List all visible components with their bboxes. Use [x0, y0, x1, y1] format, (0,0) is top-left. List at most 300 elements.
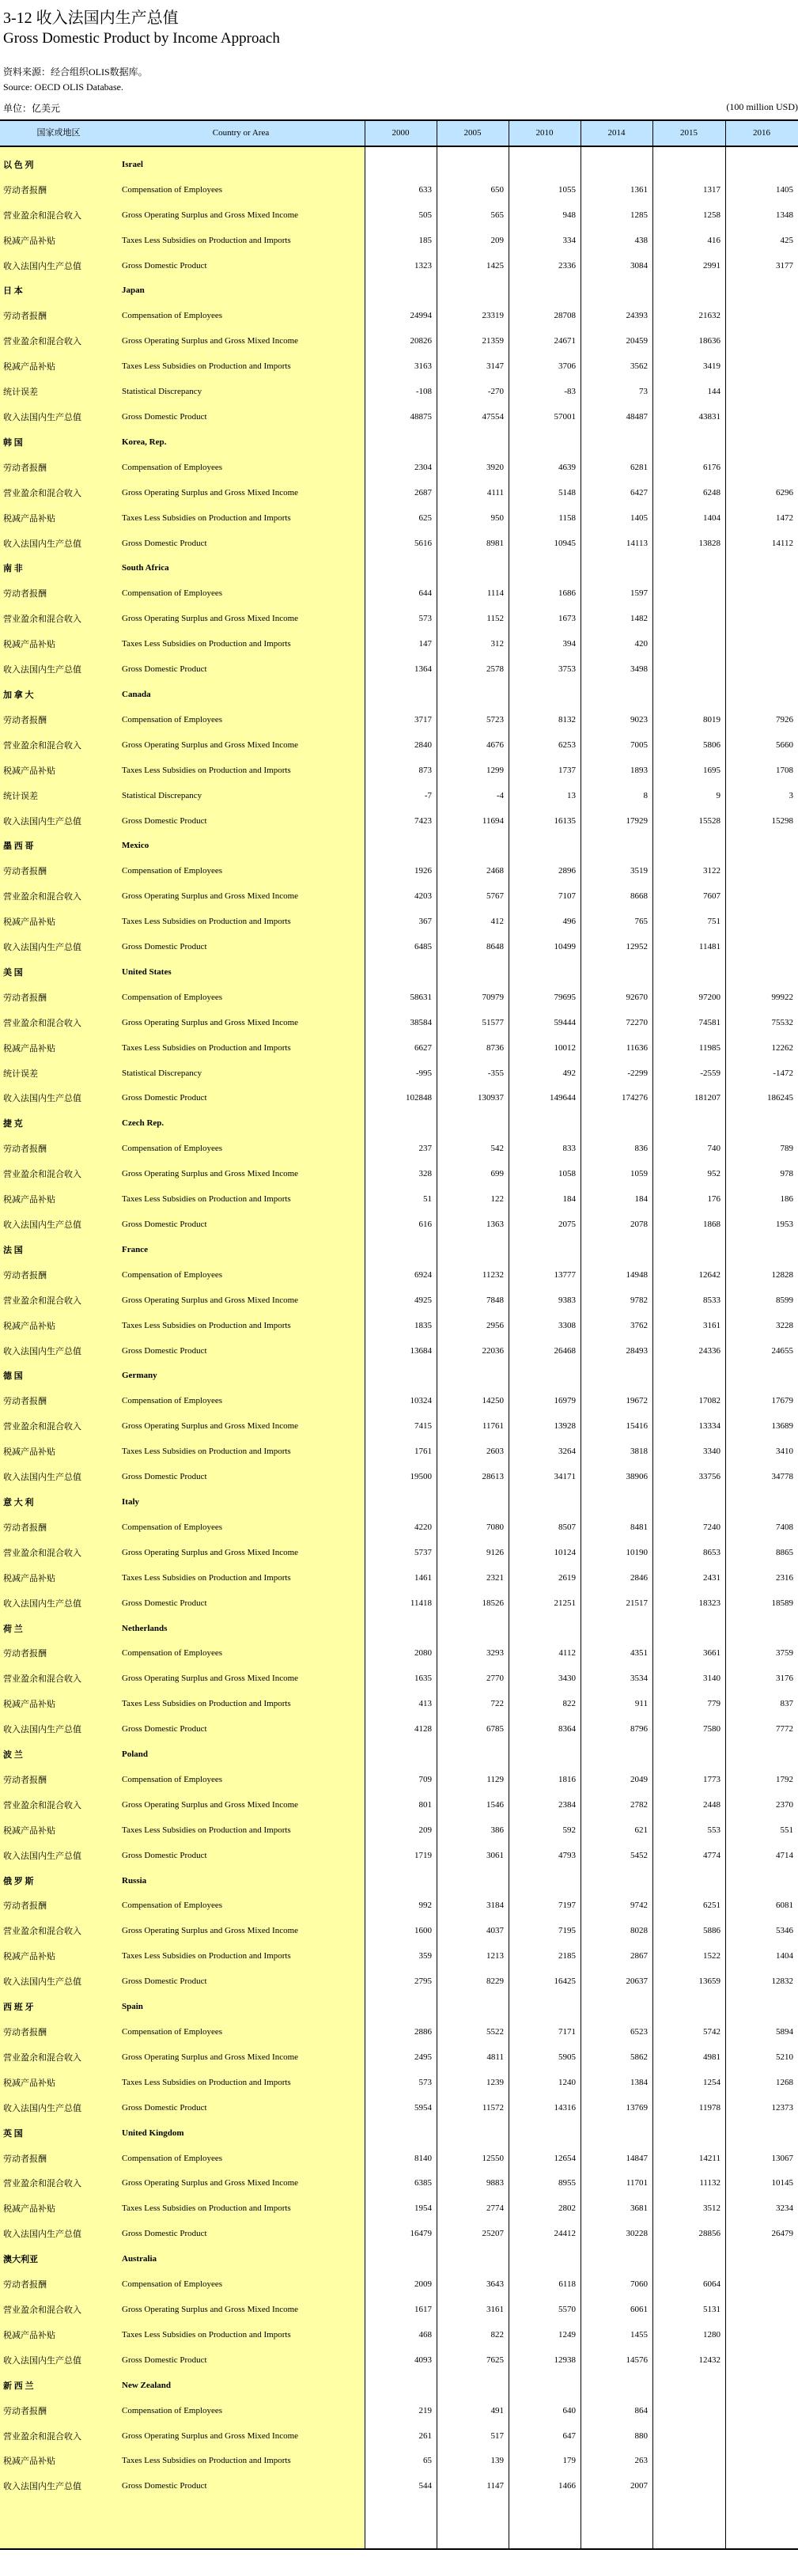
value-cell: 822	[490, 2329, 504, 2340]
value-cell: 7848	[486, 1295, 504, 1305]
value-cell: 24994	[410, 311, 432, 321]
value-cell: -2299	[627, 1068, 648, 1078]
value-cell	[652, 631, 725, 656]
value-cell: 3061	[486, 1850, 504, 1860]
table-row	[0, 808, 798, 834]
value-cell	[652, 581, 725, 606]
table-row	[0, 505, 798, 531]
value-cell: 3161	[703, 1320, 720, 1330]
country-name-en: United States	[122, 966, 172, 977]
indicator-label-cn: 统计误差	[3, 388, 38, 398]
value-cell	[725, 2297, 798, 2322]
value-cell: 699	[490, 1169, 504, 1179]
indicator-label-cn: 税减产品补贴	[3, 1825, 55, 1836]
table-row	[0, 758, 798, 783]
table-row	[0, 2019, 798, 2045]
indicator-label-en: Taxes Less Subsidies on Production and Imports	[122, 1825, 291, 1835]
indicator-label-en: Gross Operating Surplus and Gross Mixed Income	[122, 2178, 299, 2188]
value-cell: 505	[418, 210, 432, 220]
value-cell: 740	[707, 1144, 720, 1154]
value-cell: 6176	[703, 462, 720, 472]
indicator-label-en: Compensation of Employees	[122, 2405, 223, 2415]
value-cell: 1285	[630, 210, 648, 220]
indicator-label-cn: 税减产品补贴	[3, 2078, 55, 2088]
value-cell: 7625	[486, 2355, 504, 2365]
value-cell: 6061	[630, 2304, 648, 2314]
value-cell: 3759	[776, 1648, 793, 1659]
country-name-cn: 俄 罗 斯	[3, 1876, 34, 1886]
value-cell: 2782	[630, 1799, 648, 1810]
value-cell: 19500	[410, 1472, 432, 1482]
value-cell: 18589	[771, 1598, 793, 1608]
source-note-cn: 资料来源：经合组织OLIS数据库。	[3, 66, 148, 78]
value-cell: 5742	[703, 2027, 720, 2037]
value-cell	[725, 2473, 798, 2498]
indicator-label-cn: 税减产品补贴	[3, 1952, 55, 1962]
value-cell	[725, 581, 798, 606]
indicator-label-cn: 税减产品补贴	[3, 236, 55, 246]
indicator-label-cn: 税减产品补贴	[3, 2330, 55, 2340]
value-cell: 8019	[703, 714, 720, 724]
value-cell: 186245	[767, 1093, 793, 1103]
value-cell: 75532	[771, 1017, 793, 1027]
value-cell: 9126	[486, 1547, 504, 1557]
indicator-label-en: Gross Operating Surplus and Gross Mixed Income	[122, 1799, 299, 1810]
value-cell: 184	[634, 1194, 648, 1205]
indicator-label-en: Taxes Less Subsidies on Production and Imports	[122, 1699, 291, 1709]
value-cell: 9883	[486, 2178, 504, 2188]
value-cell: 644	[418, 588, 432, 599]
indicator-label-cn: 税减产品补贴	[3, 1447, 55, 1458]
value-cell: 14250	[482, 1396, 504, 1406]
value-cell: 65	[423, 2456, 432, 2466]
indicator-label-cn: 劳动者报酬	[3, 993, 47, 1003]
indicator-label-en: Compensation of Employees	[122, 2153, 223, 2163]
value-cell: 334	[562, 235, 576, 245]
table-row	[0, 656, 798, 682]
indicator-label-en: Taxes Less Subsidies on Production and Imports	[122, 1951, 291, 1961]
value-cell	[725, 328, 798, 354]
indicator-label-cn: 劳动者报酬	[3, 2406, 47, 2416]
value-cell: 6427	[630, 487, 648, 497]
table-row	[0, 2146, 798, 2171]
value-cell: 10190	[626, 1547, 648, 1557]
table-row	[0, 1767, 798, 1792]
value-cell: 2468	[486, 866, 504, 876]
value-cell: 5570	[558, 2304, 576, 2314]
value-cell: 2774	[486, 2203, 504, 2214]
table-row	[0, 1515, 798, 1540]
indicator-label-en: Gross Domestic Product	[122, 412, 207, 422]
value-cell: 11572	[482, 2102, 504, 2113]
value-cell: 3340	[703, 1447, 720, 1457]
value-cell: 181207	[694, 1093, 720, 1103]
value-cell: 2075	[558, 1220, 576, 1230]
value-cell: 4111	[486, 487, 504, 497]
value-cell: 1926	[414, 866, 432, 876]
value-cell: 3920	[486, 462, 504, 472]
header-region-cn: 国家或地区	[36, 128, 81, 138]
indicator-label-cn: 统计误差	[3, 1069, 38, 1079]
value-cell: 1364	[414, 664, 432, 675]
value-cell: 3184	[486, 1901, 504, 1911]
table-row	[0, 2347, 798, 2373]
value-cell: 2770	[486, 1674, 504, 1684]
value-cell	[725, 858, 798, 883]
country-heading-row	[0, 278, 798, 304]
value-cell: 184	[562, 1194, 576, 1205]
value-cell: 3661	[703, 1648, 720, 1659]
value-cell: -2559	[700, 1068, 720, 1078]
value-cell: 1708	[776, 765, 793, 775]
table-bottom-rule	[0, 2548, 798, 2550]
indicator-label-en: Gross Operating Surplus and Gross Mixed Income	[122, 1295, 299, 1305]
value-cell: 263	[634, 2456, 648, 2466]
value-cell: 1249	[558, 2329, 576, 2340]
table-row	[0, 1893, 798, 1919]
value-cell	[725, 606, 798, 631]
value-cell: 1299	[486, 765, 504, 775]
country-heading-row	[0, 556, 798, 581]
value-cell: 5723	[486, 714, 504, 724]
value-cell: 34778	[771, 1472, 793, 1482]
indicator-label-cn: 税减产品补贴	[3, 513, 55, 524]
value-cell: 28856	[698, 2229, 720, 2239]
indicator-label-cn: 收入法国内生产总值	[3, 2103, 81, 2113]
value-cell	[725, 2423, 798, 2449]
value-cell	[652, 2448, 725, 2473]
indicator-label-cn: 收入法国内生产总值	[3, 1220, 81, 1231]
value-cell: 102848	[406, 1093, 432, 1103]
value-cell: 79695	[554, 992, 576, 1002]
table-row	[0, 1540, 798, 1565]
value-cell: 2431	[703, 1572, 720, 1583]
value-cell: 11978	[698, 2102, 720, 2113]
value-cell: 11418	[410, 1598, 432, 1608]
country-name-en: South Africa	[122, 563, 169, 573]
value-cell: 1522	[703, 1951, 720, 1961]
indicator-label-cn: 劳动者报酬	[3, 2028, 47, 2038]
country-name-cn: 法 国	[3, 1245, 23, 1255]
table-row	[0, 1439, 798, 1464]
value-cell: 7580	[703, 1724, 720, 1734]
value-cell: 7240	[703, 1522, 720, 1532]
value-cell: 237	[418, 1144, 432, 1154]
indicator-label-cn: 税减产品补贴	[3, 1700, 55, 1710]
value-cell: 2578	[486, 664, 504, 675]
value-cell: 1405	[776, 184, 793, 195]
value-cell: 2991	[703, 260, 720, 270]
value-cell: 5905	[558, 2052, 576, 2062]
header-year: 2010	[535, 128, 554, 138]
value-cell: 23319	[482, 311, 504, 321]
value-cell: 3519	[630, 866, 648, 876]
indicator-label-cn: 劳动者报酬	[3, 589, 47, 600]
value-cell: 1686	[558, 588, 576, 599]
indicator-label-en: Gross Domestic Product	[122, 815, 207, 826]
value-cell: 9782	[630, 1295, 648, 1305]
gdp-income-table	[0, 152, 798, 2498]
table-row	[0, 2095, 798, 2120]
value-cell: 5148	[558, 487, 576, 497]
table-row	[0, 1818, 798, 1843]
indicator-label-en: Gross Operating Surplus and Gross Mixed Income	[122, 1926, 299, 1936]
value-cell: 328	[418, 1169, 432, 1179]
value-cell: 394	[562, 639, 576, 649]
value-cell	[725, 2322, 798, 2347]
value-cell: 18323	[698, 1598, 720, 1608]
value-cell: 1152	[486, 614, 504, 624]
table-row	[0, 732, 798, 758]
indicator-label-cn: 劳动者报酬	[3, 715, 47, 725]
value-cell: 8736	[486, 1042, 504, 1053]
country-name-en: Spain	[122, 2002, 143, 2012]
value-cell: 16479	[410, 2229, 432, 2239]
value-cell: 468	[418, 2329, 432, 2340]
value-cell: 2336	[558, 260, 576, 270]
value-cell: 186	[780, 1194, 793, 1205]
value-cell: 12938	[554, 2355, 576, 2365]
table-row	[0, 2448, 798, 2473]
indicator-label-cn: 营业盈余和混合收入	[3, 2431, 81, 2442]
value-cell	[725, 2398, 798, 2423]
indicator-label-en: Gross Domestic Product	[122, 2355, 207, 2365]
value-cell: 4925	[414, 1295, 432, 1305]
value-cell: 16135	[554, 815, 576, 826]
value-cell: 3818	[630, 1447, 648, 1457]
table-row	[0, 1186, 798, 1212]
value-cell: 367	[418, 917, 432, 927]
value-cell: 11761	[482, 1421, 504, 1432]
value-cell: 7423	[414, 815, 432, 826]
value-cell: 2896	[558, 866, 576, 876]
value-cell: 26479	[771, 2229, 793, 2239]
indicator-label-en: Taxes Less Subsidies on Production and Imports	[122, 1194, 291, 1205]
indicator-label-cn: 税减产品补贴	[3, 1321, 55, 1331]
value-cell: 3228	[776, 1320, 793, 1330]
value-cell: 18636	[698, 336, 720, 346]
value-cell: 22036	[482, 1345, 504, 1356]
table-row	[0, 581, 798, 606]
value-cell: 13659	[698, 1976, 720, 1987]
value-cell	[652, 606, 725, 631]
indicator-label-en: Gross Operating Surplus and Gross Mixed Income	[122, 891, 299, 902]
table-row	[0, 177, 798, 202]
value-cell	[725, 379, 798, 404]
value-cell: 3140	[703, 1674, 720, 1684]
value-cell: 1240	[558, 2077, 576, 2087]
header-bottom-rule	[0, 146, 798, 147]
indicator-label-en: Compensation of Employees	[122, 1396, 223, 1406]
value-cell: 3430	[558, 1674, 576, 1684]
indicator-label-cn: 营业盈余和混合收入	[3, 2179, 81, 2189]
value-cell	[725, 883, 798, 909]
value-cell: 5862	[630, 2052, 648, 2062]
value-cell: 5616	[414, 538, 432, 548]
country-name-cn: 美 国	[3, 967, 23, 978]
value-cell: 48487	[626, 412, 648, 422]
country-heading-row	[0, 1616, 798, 1641]
value-cell: 13	[567, 790, 576, 800]
value-cell: 1384	[630, 2077, 648, 2087]
value-cell: 3308	[558, 1320, 576, 1330]
value-cell: 11701	[626, 2178, 648, 2188]
value-cell: 491	[490, 2405, 504, 2415]
indicator-label-cn: 税减产品补贴	[3, 766, 55, 776]
value-cell: 8229	[486, 1976, 504, 1987]
value-cell: 11985	[698, 1042, 720, 1053]
table-row	[0, 228, 798, 253]
value-cell: 149644	[550, 1093, 576, 1103]
value-cell: 2078	[630, 1220, 648, 1230]
value-cell: 9383	[558, 1295, 576, 1305]
indicator-label-en: Statistical Discrepancy	[122, 790, 202, 800]
value-cell: 5894	[776, 2027, 793, 2037]
indicator-label-en: Gross Operating Surplus and Gross Mixed Income	[122, 210, 299, 220]
value-cell: 2495	[414, 2052, 432, 2062]
value-cell: 8955	[558, 2178, 576, 2188]
value-cell: -1472	[773, 1068, 793, 1078]
value-cell: 3512	[703, 2203, 720, 2214]
value-cell: 10124	[554, 1547, 576, 1557]
value-cell: 99922	[771, 992, 793, 1002]
table-row	[0, 2271, 798, 2297]
indicator-label-cn: 劳动者报酬	[3, 1144, 47, 1155]
value-cell: 517	[490, 2430, 504, 2441]
value-cell: 6523	[630, 2027, 648, 2037]
value-cell	[652, 2398, 725, 2423]
value-cell: 413	[418, 1699, 432, 1709]
value-cell: 10945	[554, 538, 576, 548]
table-row	[0, 1313, 798, 1338]
value-cell: 650	[490, 184, 504, 195]
country-name-cn: 日 本	[3, 286, 23, 297]
value-cell: 8507	[558, 1522, 576, 1532]
value-cell: 7060	[630, 2279, 648, 2290]
value-cell: 496	[562, 917, 576, 927]
table-row	[0, 253, 798, 278]
value-cell: 2886	[414, 2027, 432, 2037]
indicator-label-en: Statistical Discrepancy	[122, 1068, 202, 1078]
value-cell: 4112	[558, 1648, 576, 1659]
value-cell: 14948	[626, 1269, 648, 1280]
value-cell: 751	[707, 917, 720, 927]
indicator-label-en: Gross Operating Surplus and Gross Mixed Income	[122, 1674, 299, 1684]
value-cell: 12432	[698, 2355, 720, 2365]
value-cell	[725, 455, 798, 480]
indicator-label-en: Gross Domestic Product	[122, 1093, 207, 1103]
unit-label-en: (100 million USD)	[726, 101, 798, 112]
country-heading-row	[0, 1237, 798, 1262]
indicator-label-en: Gross Domestic Product	[122, 1976, 207, 1987]
value-cell: 1213	[486, 1951, 504, 1961]
value-cell: 2867	[630, 1951, 648, 1961]
value-cell: 21632	[698, 311, 720, 321]
value-cell: 312	[490, 639, 504, 649]
value-cell: 952	[707, 1169, 720, 1179]
value-cell: 5210	[776, 2052, 793, 2062]
indicator-label-cn: 营业盈余和混合收入	[3, 1548, 81, 1558]
indicator-label-cn: 劳动者报酬	[3, 1523, 47, 1533]
indicator-label-en: Compensation of Employees	[122, 1774, 223, 1784]
table-title-cn: 3-12 收入法国内生产总值	[3, 9, 179, 27]
table-row	[0, 379, 798, 404]
value-cell: 873	[418, 765, 432, 775]
value-cell: -4	[496, 790, 504, 800]
value-cell: 18526	[482, 1598, 504, 1608]
value-cell: 7415	[414, 1421, 432, 1432]
value-cell: 51577	[482, 1017, 504, 1027]
indicator-label-cn: 收入法国内生产总值	[3, 413, 81, 423]
country-heading-row	[0, 1489, 798, 1515]
value-cell: 1868	[703, 1220, 720, 1230]
table-row	[0, 1591, 798, 1616]
value-cell: 15528	[698, 815, 720, 826]
country-heading-row	[0, 959, 798, 985]
country-name-en: Russia	[122, 1875, 147, 1886]
country-heading-row	[0, 1868, 798, 1893]
value-cell: 2448	[703, 1799, 720, 1810]
indicator-label-cn: 营业盈余和混合收入	[3, 2305, 81, 2315]
header-year: 2014	[607, 128, 626, 138]
value-cell: 1617	[414, 2304, 432, 2314]
indicator-label-en: Gross Operating Surplus and Gross Mixed Income	[122, 1017, 299, 1027]
header-year: 2000	[391, 128, 410, 138]
table-row	[0, 1843, 798, 1868]
indicator-label-cn: 收入法国内生产总值	[3, 2230, 81, 2240]
value-cell: 15298	[771, 815, 793, 826]
table-row	[0, 1464, 798, 1489]
indicator-label-en: Gross Domestic Product	[122, 1220, 207, 1230]
table-row	[0, 934, 798, 959]
country-name-cn: 新 西 兰	[3, 2381, 34, 2391]
indicator-label-cn: 收入法国内生产总值	[3, 665, 81, 675]
header-region-en: Country or Area	[212, 128, 270, 138]
value-cell: 8364	[558, 1724, 576, 1734]
country-name-en: Korea, Rep.	[122, 437, 167, 447]
indicator-label-cn: 劳动者报酬	[3, 2154, 47, 2164]
value-cell: 2846	[630, 1572, 648, 1583]
indicator-label-cn: 营业盈余和混合收入	[3, 210, 81, 221]
value-cell: 416	[707, 235, 720, 245]
table-row	[0, 1666, 798, 1691]
value-cell: 13684	[410, 1345, 432, 1356]
value-cell: 8481	[630, 1522, 648, 1532]
value-cell: 633	[418, 184, 432, 195]
indicator-label-en: Taxes Less Subsidies on Production and Imports	[122, 235, 291, 245]
value-cell: 3762	[630, 1320, 648, 1330]
indicator-label-en: Gross Domestic Product	[122, 1345, 207, 1356]
table-row	[0, 2221, 798, 2246]
table-row	[0, 909, 798, 934]
value-cell: 1695	[703, 765, 720, 775]
value-cell: 13334	[698, 1421, 720, 1432]
indicator-label-en: Statistical Discrepancy	[122, 387, 202, 397]
value-cell: 4793	[558, 1850, 576, 1860]
indicator-label-en: Compensation of Employees	[122, 311, 223, 321]
value-cell: 2321	[486, 1572, 504, 1583]
country-name-cn: 墨 西 哥	[3, 842, 34, 852]
indicator-label-cn: 劳动者报酬	[3, 463, 47, 473]
table-row	[0, 985, 798, 1010]
value-cell: 16979	[554, 1396, 576, 1406]
value-cell: 3717	[414, 714, 432, 724]
value-cell	[725, 303, 798, 328]
value-cell: 551	[780, 1825, 793, 1835]
value-cell: 92670	[626, 992, 648, 1002]
indicator-label-en: Gross Operating Surplus and Gross Mixed Income	[122, 2430, 299, 2441]
table-row	[0, 1969, 798, 1994]
